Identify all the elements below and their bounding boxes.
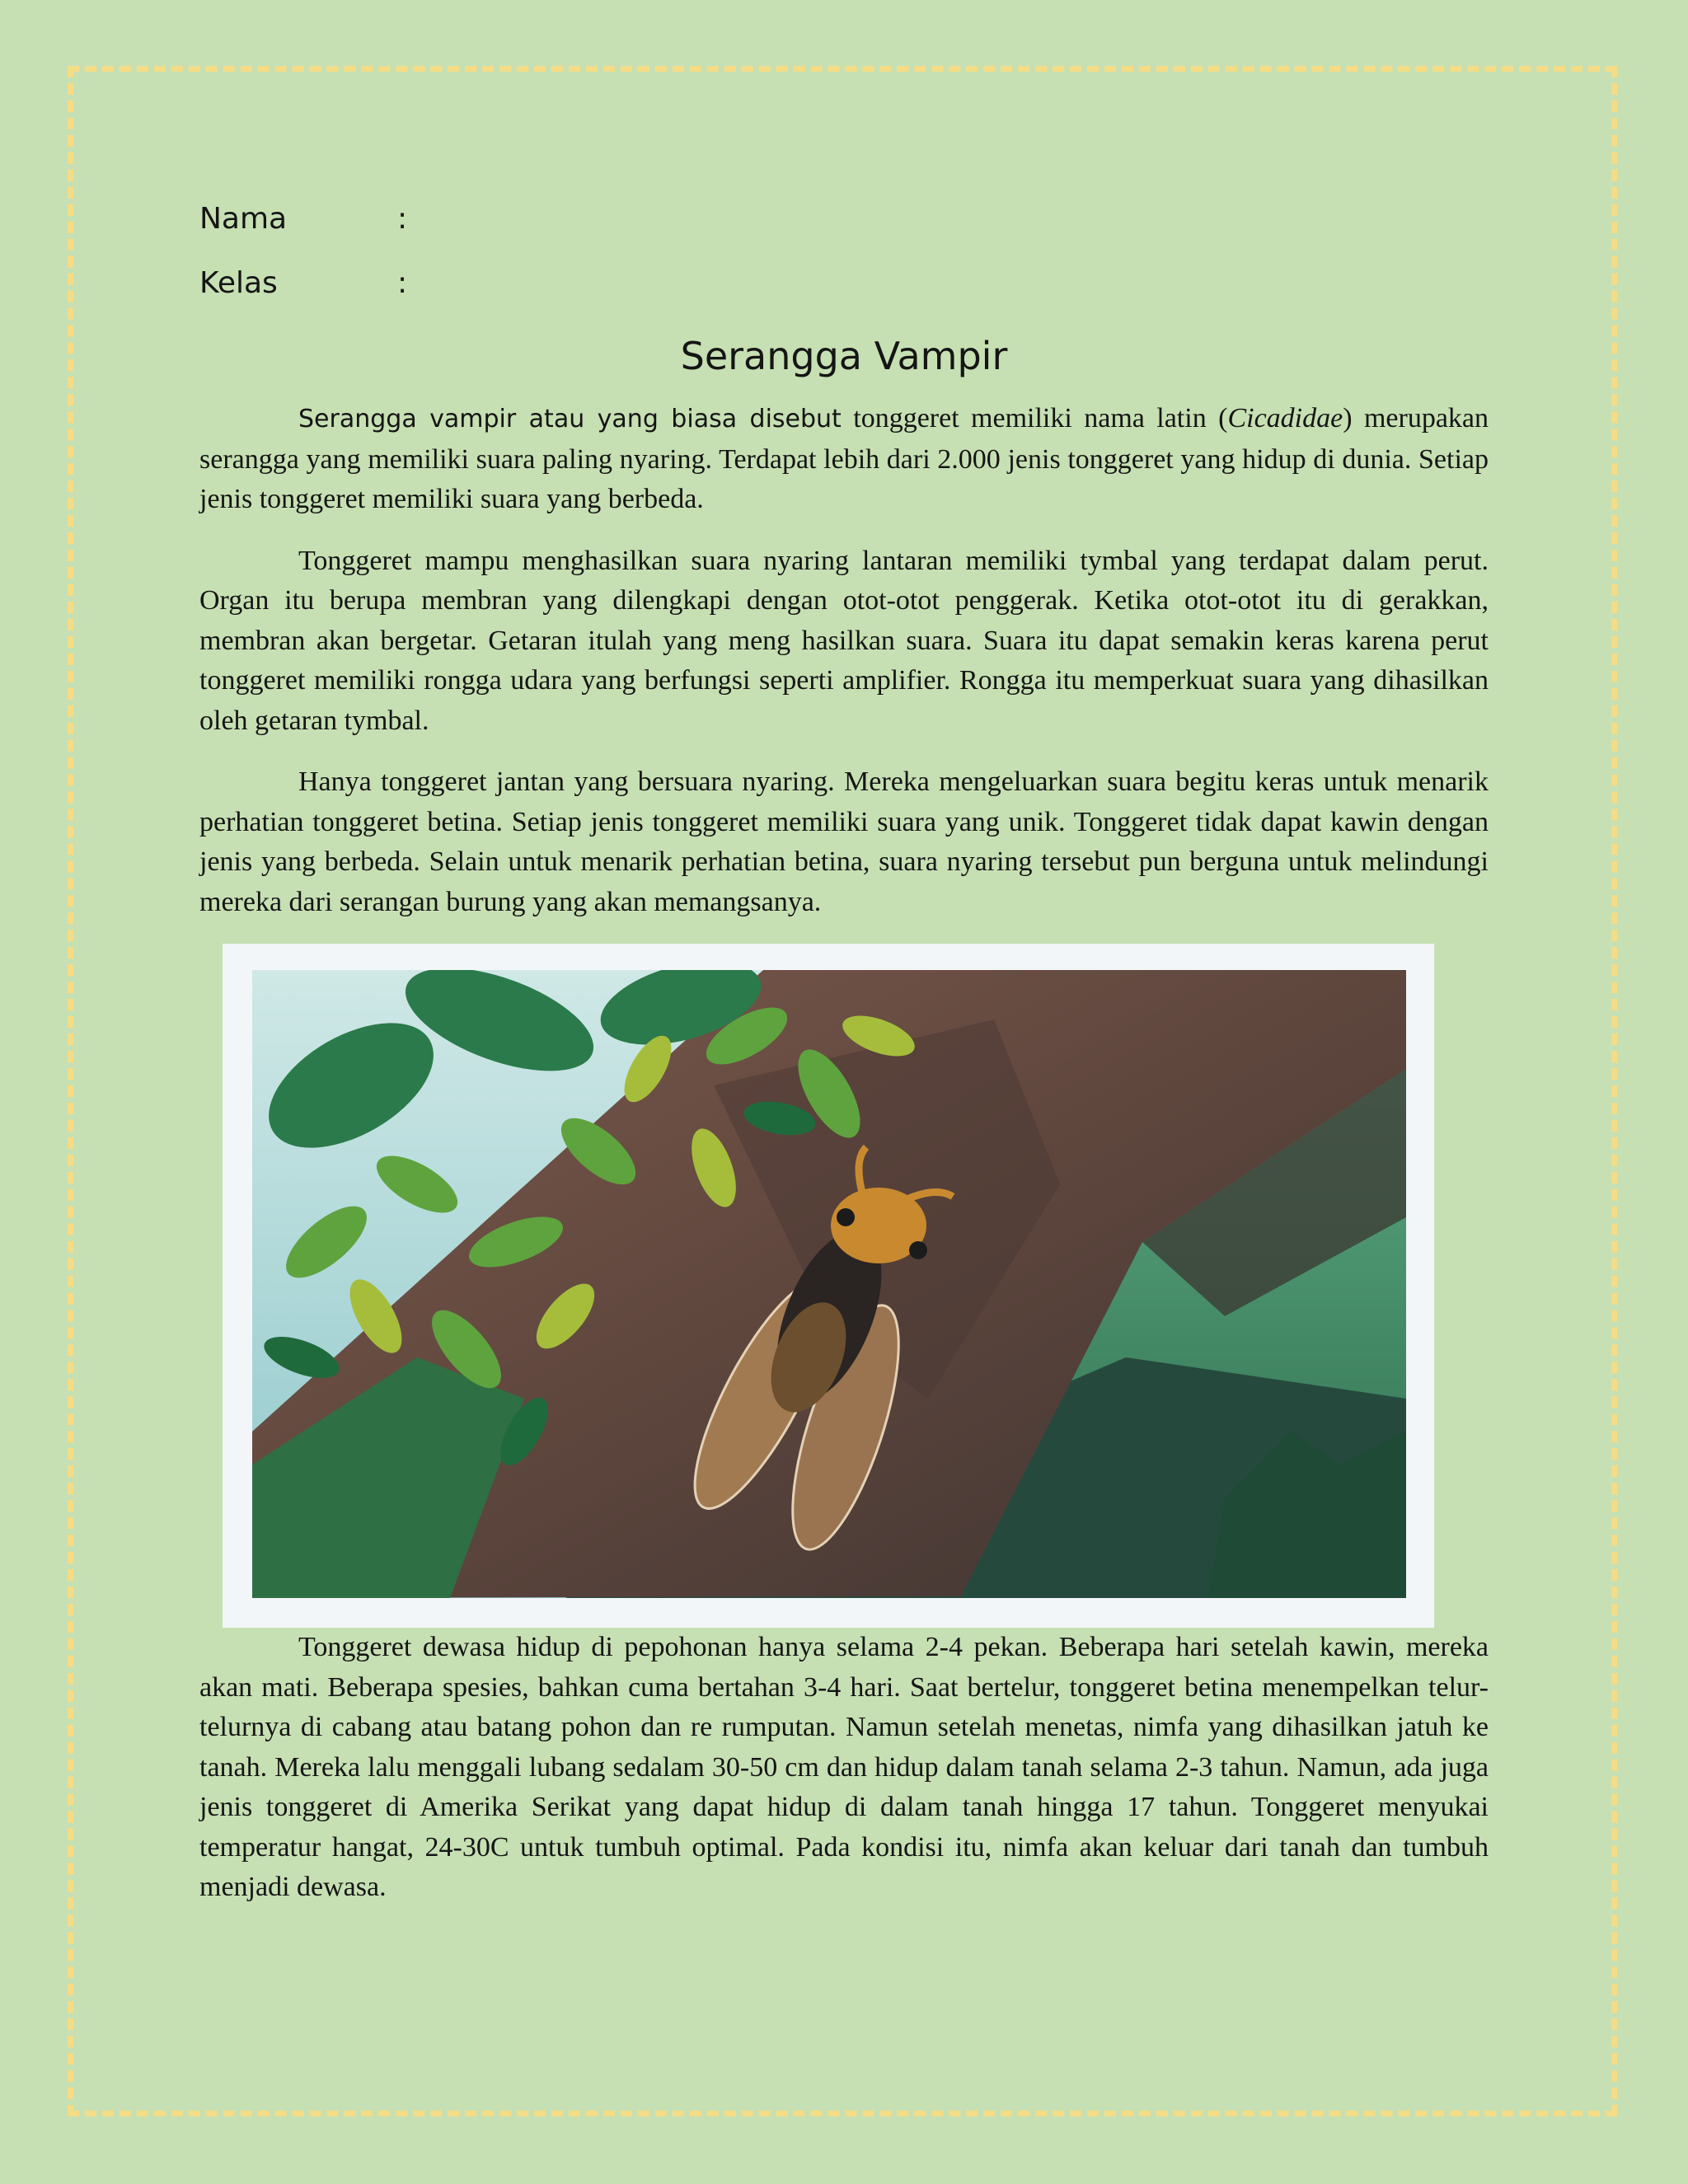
latin-name: Cicadidae [1227, 403, 1343, 434]
paragraph-2: Tonggeret mampu menghasilkan suara nyaring lantaran memiliki tymbal yang terdapat dalam perut. Organ itu berupa membran yang dilengkapi dengan otot-otot penggerak. Ketika otot-otot itu di gerakkan, membran akan bergetar. Getaran itulah yang meng hasilkan suara. Suara itu dapat semakin keras karena perut tonggeret memiliki rongga udara yang berfungsi seperti amplifier. Rongga itu memperkuat suara yang dihasilkan oleh getaran tymbal. [199, 545, 1489, 736]
field-separator: : [397, 266, 408, 300]
field-kelas [199, 255, 1489, 320]
field-label: Nama [199, 202, 288, 236]
paragraph-3: Hanya tonggeret jantan yang bersuara nyaring. Mereka mengeluarkan suara begitu keras untuk menarik perhatian tonggeret betina. Setiap jenis tonggeret memiliki suara yang unik. Tonggeret tidak dapat kawin dengan jenis yang berbeda. Selain untuk menarik perhatian betina, suara nyaring tersebut pun berguna untuk melindungi mereka dari serangan burung yang akan memangsanya. [199, 766, 1489, 917]
paragraph-1-rest: ) merupakan serangga yang memiliki suara paling nyaring. Terdapat lebih dari 2.000 jenis tonggeret yang hidup di dunia. Setiap jenis tonggeret memiliki suara yang berbeda. [199, 403, 1489, 514]
cicada-on-tree-picture [252, 970, 1406, 1598]
field-nama [199, 191, 1489, 255]
paragraph-4: Tonggeret dewasa hidup di pepohonan hanya selama 2-4 pekan. Beberapa hari setelah kawin, mereka akan mati. Beberapa spesies, bahkan cuma bertahan 3-4 hari. Saat bertelur, tonggeret betina menempelkan telur-telurnya di cabang atau batang pohon dan re rumputan. Namun setelah menetas, nimfa yang dihasilkan jatuh ke tanah. Mereka lalu menggali lubang sedalam 30-50 cm dan hidup dalam tanah selama 2-3 tahun. Namun, ada juga jenis tonggeret di Amerika Serikat yang dapat hidup di dalam tanah hingga 17 tahun. Tonggeret menyukai temperatur hangat, 24-30C untuk tumbuh optimal. Pada kondisi itu, nimfa akan keluar dari tanah dan tumbuh menjadi dewasa. [199, 1632, 1489, 1902]
worksheet-content [199, 191, 1489, 1929]
page-title: Serangga Vampir [680, 334, 1008, 378]
field-separator: : [397, 202, 408, 236]
paragraph-1-lead: Serangga vampir atau yang biasa disebut [298, 405, 842, 434]
paragraph-1 [199, 399, 1489, 520]
paragraph-1-text: tonggeret memiliki nama latin ( [841, 403, 1228, 434]
cicada-illustration [223, 944, 1434, 1628]
field-label: Kelas [199, 266, 278, 300]
